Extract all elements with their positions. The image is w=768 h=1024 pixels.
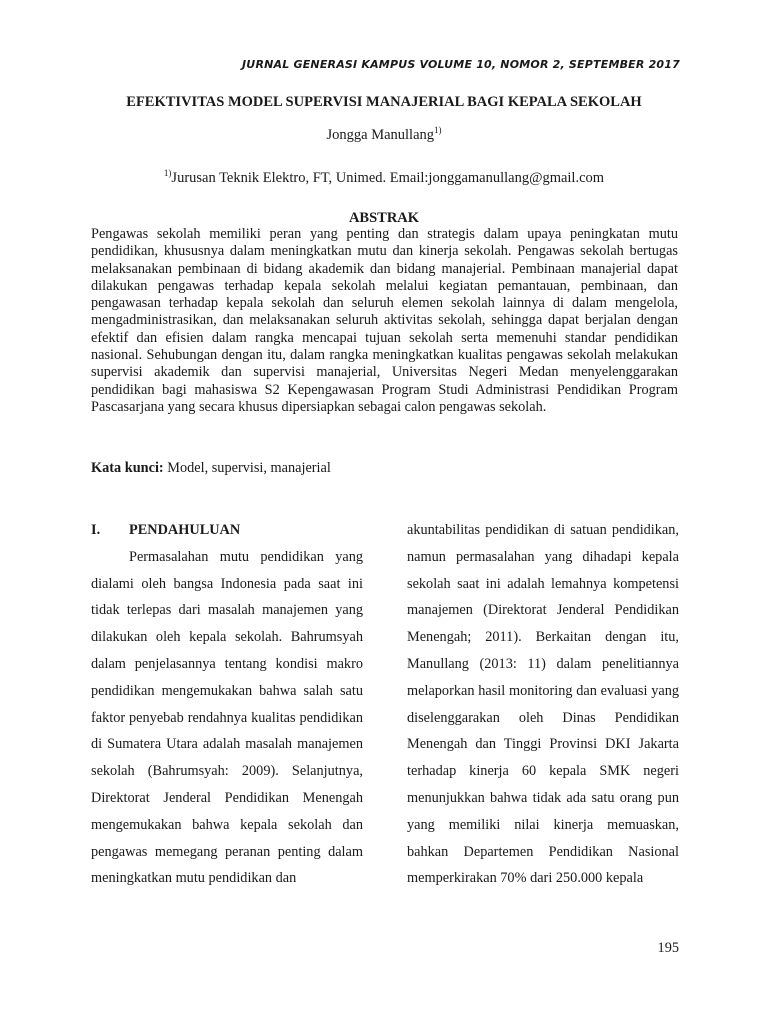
author-superscript: 1) [434,125,442,136]
right-column [407,517,679,892]
page-number: 195 [657,940,679,956]
section-number: I. [91,522,101,538]
left-column-text: Permasalahan mutu pendidikan yang dialami oleh bangsa Indonesia pada saat ini tidak terlepas dari masalah manajemen yang dilakukan oleh kepala sekolah. Bahrumsyah dalam penjelasannya tentang kondisi makro pendidikan mengemukakan bahwa salah satu faktor penyebab rendahnya kualitas pendidikan di Sumatera Utara adalah masalah manajemen sekolah (Bahrumsyah: 2009). Selanjutnya, Direktorat Jenderal Pendidikan Menengah mengemukakan bahwa kepala sekolah dan pengawas memegang peranan penting dalam meningkatkan mutu pendidikan dan [91,548,363,887]
keywords-line [91,460,678,477]
paper-title: EFEKTIVITAS MODEL SUPERVISI MANAJERIAL BAGI KEPALA SEKOLAH [126,94,642,110]
author-name: Jongga Manullang [326,127,435,143]
journal-header: JURNAL GENERASI KAMPUS VOLUME 10, NOMOR 2, SEPTEMBER 2017 [242,58,680,71]
section-heading [91,517,363,544]
right-column-text: akuntabilitas pendidikan di satuan pendidikan, namun permasalahan yang dihadapi kepala sekolah saat ini adalah lemahnya kompetensi manajemen (Direktorat Jenderal Pendidikan Menengah; 2011). Berkaitan dengan itu, Manullang (2013: 11) dalam penelitiannya melaporkan hasil monitoring dan evaluasi yang diselenggarakan oleh Dinas Pendidikan Menengah dan Tinggi Provinsi DKI Jakarta terhadap kinerja 60 kepala SMK negeri menunjukkan bahwa tidak ada satu orang pun yang memiliki nilai kinerja memuaskan, bahkan Departemen Pendidikan Nasional memperkirakan 70% dari 250.000 kepala [407,522,679,887]
affiliation-line [0,170,768,187]
affiliation-superscript: 1) [163,168,172,179]
section-title: PENDAHULUAN [129,522,241,538]
affiliation-text: Jurusan Teknik Elektro, FT, Unimed. Email:jonggamanullang@gmail.com [171,170,605,186]
left-column [91,517,363,892]
keywords-value: Model, supervisi, manajerial [163,460,331,476]
abstract-heading: ABSTRAK [348,210,420,226]
author-line [0,127,768,144]
abstract-body: Pengawas sekolah memiliki peran yang penting dan strategis dalam upaya peningkatan mutu pendidikan, khususnya dalam meningkatkan mutu dan kinerja sekolah. Pengawas sekolah bertugas melaksanakan pembinaan di bidang akademik dan bidang manajerial. Pembinaan manajerial dapat dilakukan pengawas terhadap kepala sekolah melalui kegiatan pemantauan, pembinaan, dan pengawasan terhadap kepala sekolah dan seluruh elemen sekolah lainnya di dalam mengelola, mengadministrasikan, dan melaksanakan seluruh aktivitas sekolah, sehingga dapat berjalan dengan efektif dan efisien dalam rangka mencapai tujuan sekolah serta memenuhi standar pendidikan nasional. Sehubungan dengan itu, dalam rangka meningkatkan kualitas pengawas sekolah melakukan supervisi akademik dan supervisi manajerial, Universitas Negeri Medan menyelenggarakan pendidikan bagi mahasiswa S2 Kepengawasan Program Studi Administrasi Pendidikan Program Pascasarjana yang secara khusus dipersiapkan sebagai calon pengawas sekolah. [91,226,678,415]
keywords-label: Kata kunci: [91,460,164,476]
